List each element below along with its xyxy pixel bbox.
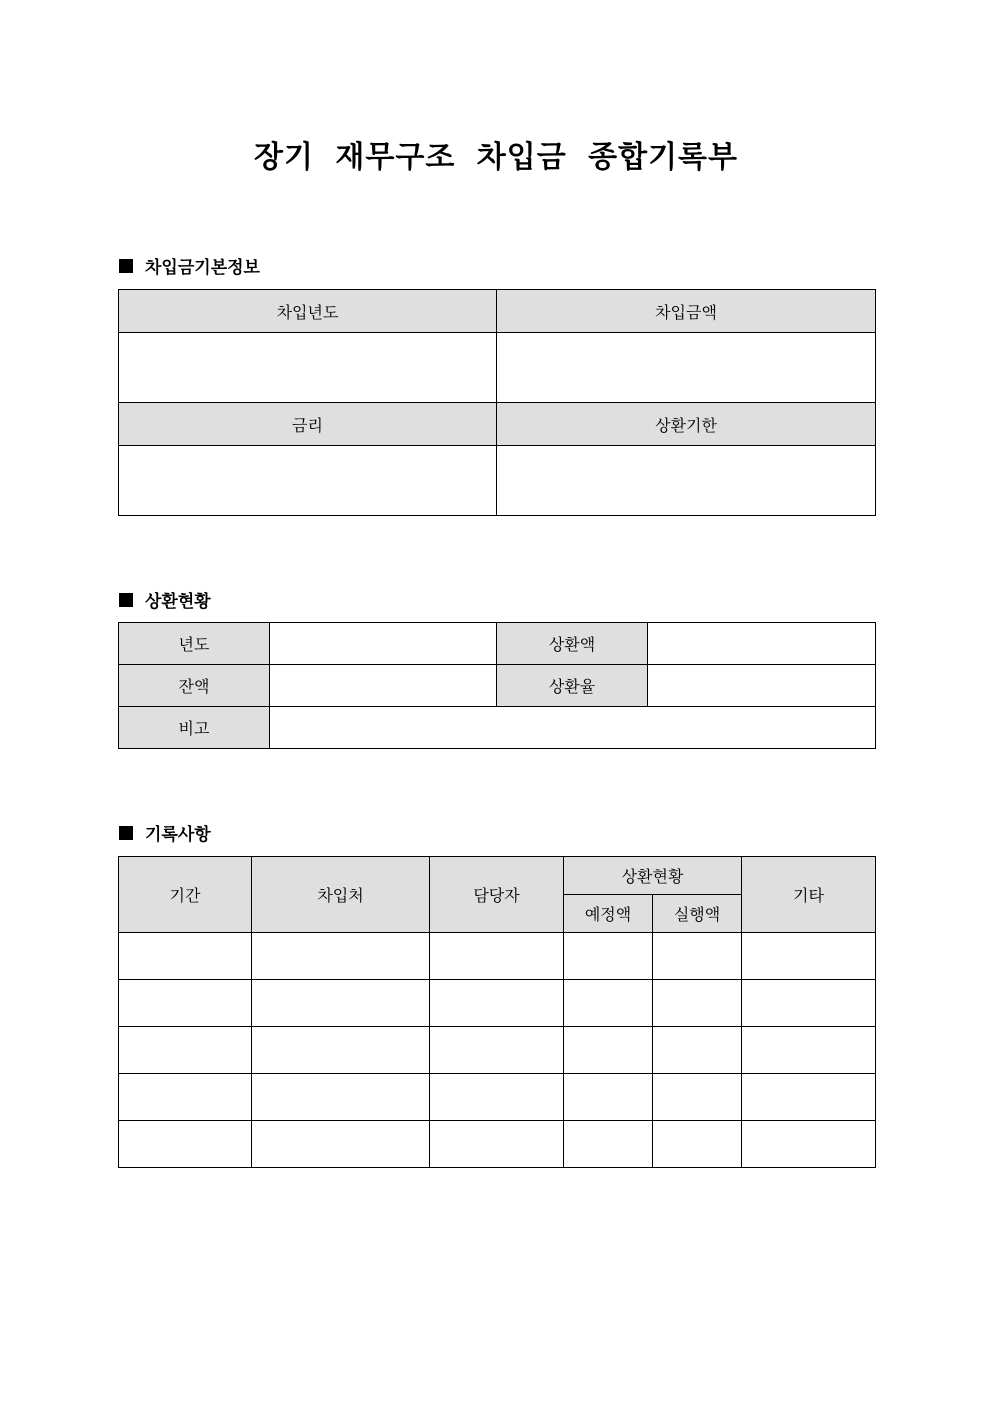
column-header-repayment: 상환현황 [564,857,742,895]
year-field[interactable] [270,623,497,665]
balance-field[interactable] [270,665,497,707]
section-heading-basic-info [119,253,260,278]
page-title: 장기 재무구조 차입금 종합기록부 [253,140,739,175]
manager-cell[interactable] [430,980,564,1027]
square-bullet-icon [119,259,133,273]
section-heading-label: 상환현황 [145,592,211,612]
table-row [119,1074,876,1121]
lender-cell[interactable] [252,1074,430,1121]
manager-cell[interactable] [430,1074,564,1121]
etc-cell[interactable] [742,1074,876,1121]
period-cell[interactable] [119,980,252,1027]
square-bullet-icon [119,826,133,840]
etc-cell[interactable] [742,1027,876,1074]
label-borrow-year: 차입년도 [119,290,497,333]
label-repayment-due: 상환기한 [497,403,876,446]
column-header-etc: 기타 [742,857,876,933]
actual-cell[interactable] [653,1121,742,1168]
note-field[interactable] [270,707,876,749]
table-row [119,1121,876,1168]
section-heading-repayment-status [119,587,211,612]
repaid-amount-field[interactable] [648,623,876,665]
etc-cell[interactable] [742,980,876,1027]
borrow-year-field[interactable] [119,333,497,403]
etc-cell[interactable] [742,933,876,980]
lender-cell[interactable] [252,1027,430,1074]
label-repaid-amount: 상환액 [497,623,648,665]
repayment-ratio-field[interactable] [648,665,876,707]
records-table [118,856,876,1168]
planned-cell[interactable] [564,1121,653,1168]
manager-cell[interactable] [430,1121,564,1168]
planned-cell[interactable] [564,1027,653,1074]
actual-cell[interactable] [653,980,742,1027]
label-interest-rate: 금리 [119,403,497,446]
manager-cell[interactable] [430,1027,564,1074]
column-header-period: 기간 [119,857,252,933]
planned-cell[interactable] [564,980,653,1027]
section-heading-label: 차입금기본정보 [145,258,260,278]
lender-cell[interactable] [252,980,430,1027]
borrow-amount-field[interactable] [497,333,876,403]
column-header-planned: 예정액 [564,895,653,933]
planned-cell[interactable] [564,1074,653,1121]
lender-cell[interactable] [252,933,430,980]
repayment-status-table [118,622,876,749]
table-row [119,933,876,980]
period-cell[interactable] [119,933,252,980]
actual-cell[interactable] [653,1027,742,1074]
lender-cell[interactable] [252,1121,430,1168]
repayment-due-field[interactable] [497,446,876,516]
actual-cell[interactable] [653,1074,742,1121]
column-header-actual: 실행액 [653,895,742,933]
period-cell[interactable] [119,1121,252,1168]
table-row [119,980,876,1027]
planned-cell[interactable] [564,933,653,980]
label-repayment-ratio: 상환율 [497,665,648,707]
basic-info-table [118,289,876,516]
section-heading-records [119,820,211,845]
period-cell[interactable] [119,1074,252,1121]
actual-cell[interactable] [653,933,742,980]
label-borrow-amount: 차입금액 [497,290,876,333]
label-note: 비고 [119,707,270,749]
section-heading-label: 기록사항 [145,825,211,845]
manager-cell[interactable] [430,933,564,980]
label-year: 년도 [119,623,270,665]
column-header-manager: 담당자 [430,857,564,933]
column-header-lender: 차입처 [252,857,430,933]
label-balance: 잔액 [119,665,270,707]
period-cell[interactable] [119,1027,252,1074]
etc-cell[interactable] [742,1121,876,1168]
square-bullet-icon [119,593,133,607]
interest-rate-field[interactable] [119,446,497,516]
table-row [119,1027,876,1074]
